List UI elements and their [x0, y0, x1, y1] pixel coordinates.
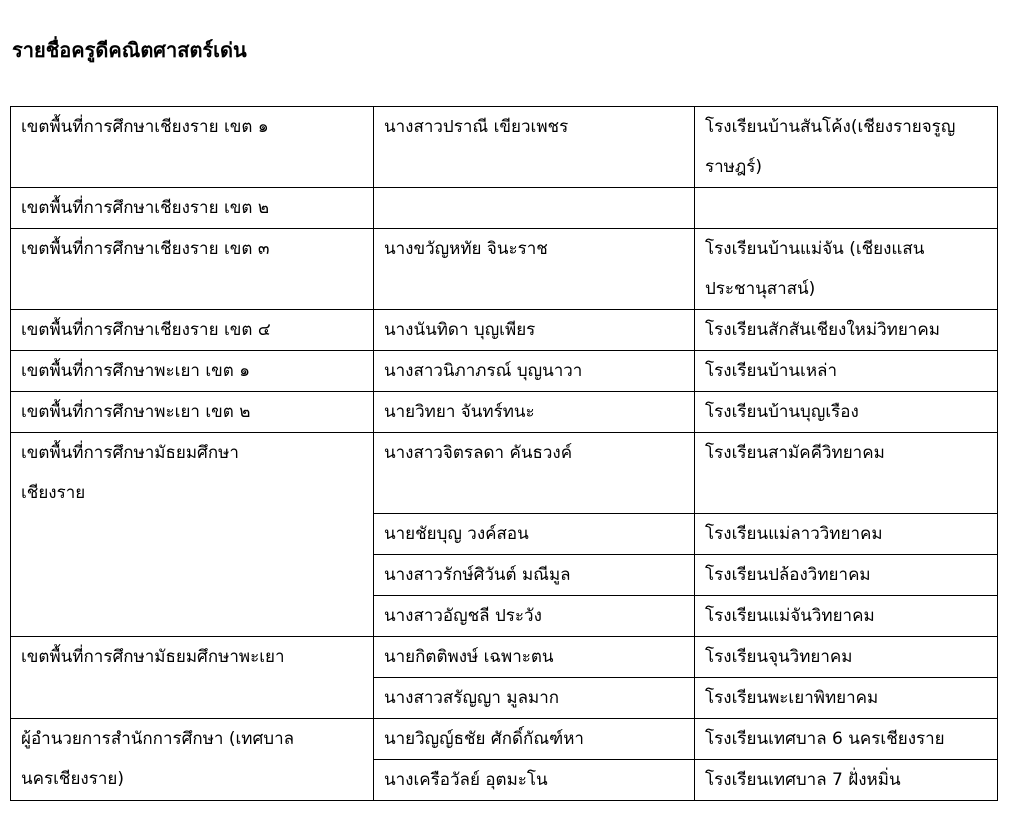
area-cell [11, 433, 374, 637]
teacher-name-cell: นางเครือวัลย์ อุตมะโน [374, 760, 695, 801]
table-row [11, 433, 998, 514]
school-line: ราษฎร์) [705, 157, 763, 177]
area-cell [11, 719, 374, 801]
school-cell: โรงเรียนบ้านบุญเรือง [695, 392, 998, 433]
table-row [11, 188, 998, 229]
teacher-name-cell: นางนันทิดา บุญเพียร [374, 310, 695, 351]
teacher-name-cell: นางสาวปราณี เขียวเพชร [374, 107, 695, 188]
teacher-name-cell: นางสาวนิภาภรณ์ บุญนาวา [374, 351, 695, 392]
school-cell [695, 229, 998, 310]
school-cell: โรงเรียนเทศบาล 7 ฝั่งหมิ่น [695, 760, 998, 801]
school-line: ประชานุสาสน์) [705, 279, 816, 299]
area-cell: เขตพื้นที่การศึกษาเชียงราย เขต ๑ [11, 107, 374, 188]
area-cell: เขตพื้นที่การศึกษาพะเยา เขต ๑ [11, 351, 374, 392]
school-cell [695, 188, 998, 229]
teacher-name: นางสาวจิตรลดา คันธวงค์ [384, 443, 573, 463]
teacher-name-cell: นางสาวรักษ์ศิวันต์ มณีมูล [374, 555, 695, 596]
teacher-name-cell: นางสาวสรัญญา มูลมาก [374, 678, 695, 719]
table-row [11, 107, 998, 188]
teacher-name-cell [374, 433, 695, 514]
school-line: โรงเรียนบ้านแม่จัน (เชียงแสน [705, 239, 925, 259]
teacher-name-cell: นายวิญญ์ธชัย ศักดิ์กัณฑ์หา [374, 719, 695, 760]
teacher-name-cell: นางขวัญหทัย จินะราช [374, 229, 695, 310]
teacher-name-cell: นายกิตติพงษ์ เฉพาะตน [374, 637, 695, 678]
area-cell: เขตพื้นที่การศึกษามัธยมศึกษาพะเยา [11, 637, 374, 719]
area-cell: เขตพื้นที่การศึกษาพะเยา เขต ๒ [11, 392, 374, 433]
area-line: นครเชียงราย) [21, 769, 125, 789]
area-cell: เขตพื้นที่การศึกษาเชียงราย เขต ๓ [11, 229, 374, 310]
school-cell: โรงเรียนสามัคคีวิทยาคม [695, 433, 998, 514]
school-cell: โรงเรียนเทศบาล 6 นครเชียงราย [695, 719, 998, 760]
area-line: เชียงราย [21, 483, 86, 503]
table-row [11, 310, 998, 351]
table-row [11, 392, 998, 433]
area-line: ผู้อำนวยการสำนักการศึกษา (เทศบาล [21, 729, 295, 749]
school-line: โรงเรียนบ้านสันโค้ง(เชียงรายจรูญ [705, 117, 956, 137]
table-row [11, 637, 998, 678]
teacher-roster-table [10, 106, 998, 801]
area-line: เขตพื้นที่การศึกษามัธยมศึกษา [21, 443, 239, 463]
table-row [11, 229, 998, 310]
teacher-name-cell: นายชัยบุญ วงค์สอน [374, 514, 695, 555]
table-row [11, 351, 998, 392]
school-cell: โรงเรียนปล้องวิทยาคม [695, 555, 998, 596]
school-cell: โรงเรียนแม่จันวิทยาคม [695, 596, 998, 637]
school-cell: โรงเรียนจุนวิทยาคม [695, 637, 998, 678]
document-title: รายชื่อครูดีคณิตศาสตร์เด่น [12, 38, 247, 62]
blank-line [384, 473, 694, 513]
school-cell: โรงเรียนบ้านเหล่า [695, 351, 998, 392]
area-cell: เขตพื้นที่การศึกษาเชียงราย เขต ๒ [11, 188, 374, 229]
table-row [11, 719, 998, 760]
area-cell: เขตพื้นที่การศึกษาเชียงราย เขต ๔ [11, 310, 374, 351]
school-cell: โรงเรียนแม่ลาววิทยาคม [695, 514, 998, 555]
school-cell: โรงเรียนสักสันเชียงใหม่วิทยาคม [695, 310, 998, 351]
teacher-name-cell [374, 188, 695, 229]
teacher-name-cell: นายวิทยา จันทร์ทนะ [374, 392, 695, 433]
school-cell: โรงเรียนพะเยาพิทยาคม [695, 678, 998, 719]
teacher-name-cell: นางสาวอัญชลี ประวัง [374, 596, 695, 637]
school-cell [695, 107, 998, 188]
